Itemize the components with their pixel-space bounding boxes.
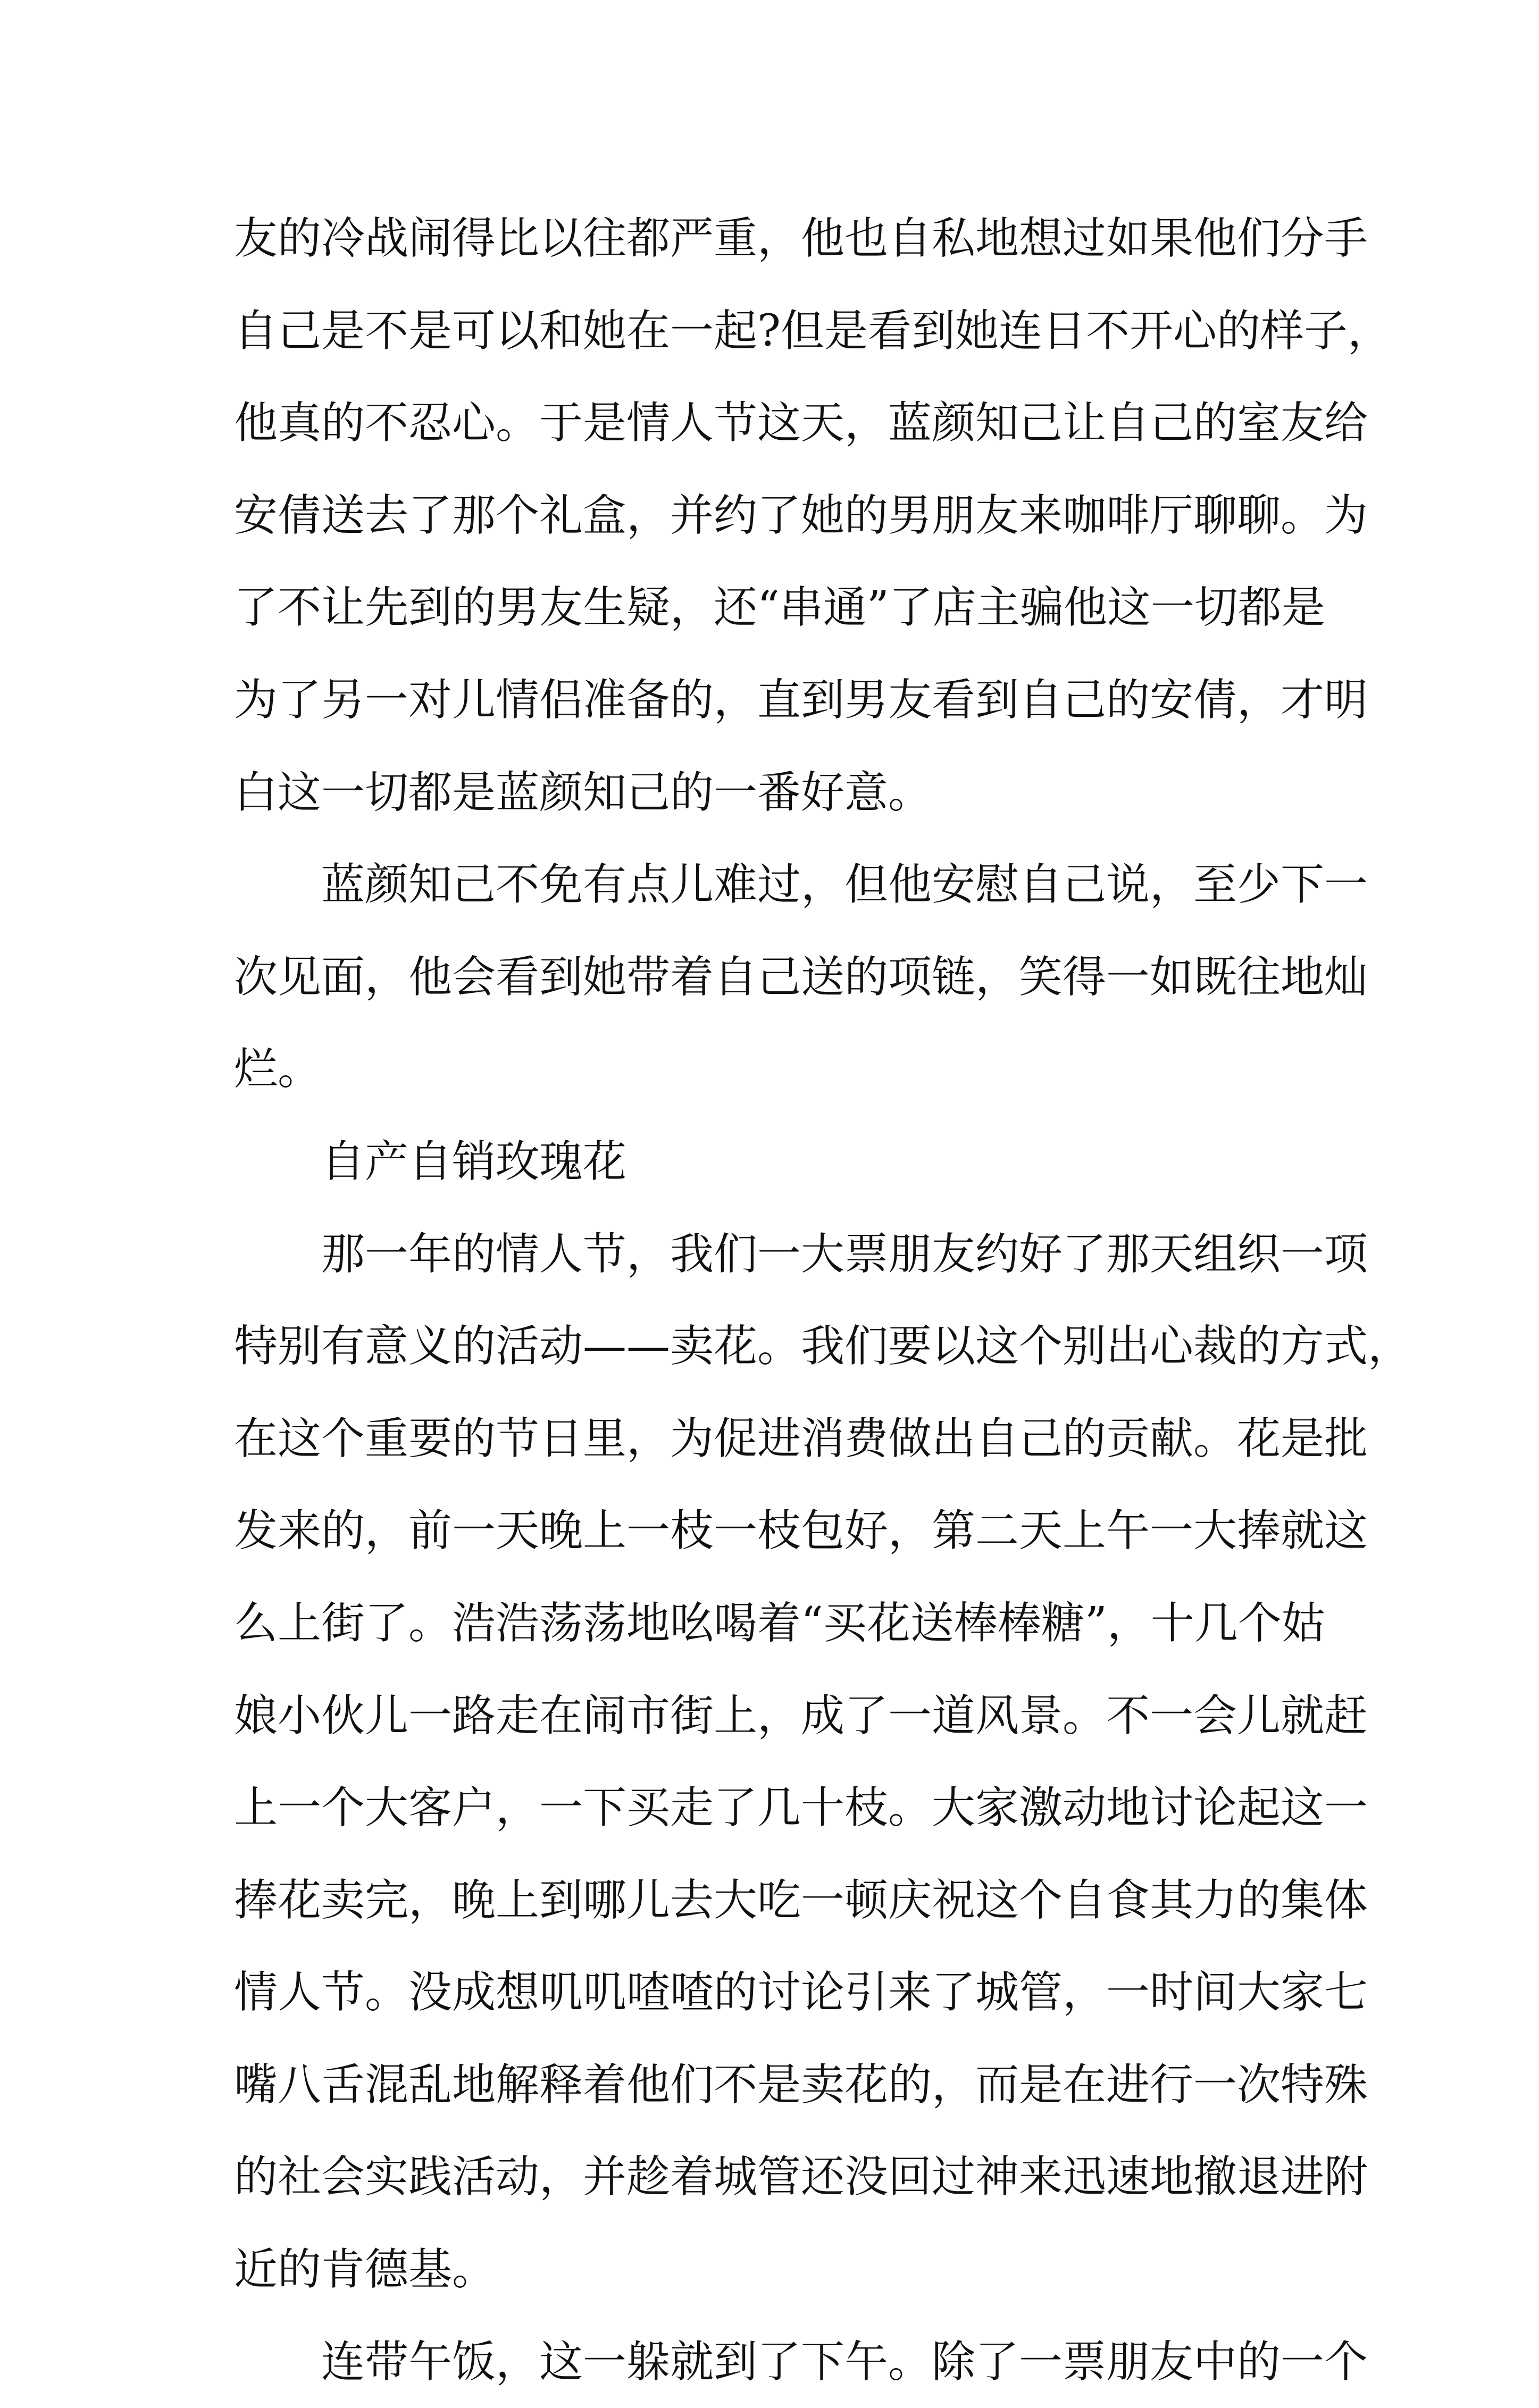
text-line: 娘小伙儿一路走在闹市街上，成了一道风景。不一会儿就赶 — [234, 1690, 1368, 1741]
text-line: 自己是不是可以和她在一起?但是看到她连日不开心的样子， — [234, 305, 1391, 356]
text-line: 他真的不忍心。于是情人节这天，蓝颜知己让自己的室友给 — [234, 398, 1368, 449]
text-line: 特别有意义的活动——卖花。我们要以这个别出心裁的方式， — [234, 1321, 1412, 1372]
text-line: 上一个大客户，一下买走了几十枝。大家激动地讨论起这一 — [234, 1783, 1368, 1834]
text-line: 自产自销玫瑰花 — [321, 1136, 627, 1187]
text-line: 为了另一对儿情侣准备的，直到男友看到自己的安倩，才明 — [234, 674, 1368, 725]
text-line: 捧花卖完，晚上到哪儿去大吃一顿庆祝这个自食其力的集体 — [234, 1875, 1368, 1926]
text-line: 友的冷战闹得比以往都严重，他也自私地想过如果他们分手 — [234, 213, 1368, 264]
text-line: 么上街了。浩浩荡荡地吆喝着“买花送棒棒糖”，十几个姑 — [234, 1598, 1325, 1649]
text-line: 情人节。没成想叽叽喳喳的讨论引来了城管，一时间大家七 — [234, 1967, 1368, 2018]
text-line: 嘴八舌混乱地解释着他们不是卖花的，而是在进行一次特殊 — [234, 2059, 1368, 2110]
text-line: 近的肯德基。 — [234, 2244, 496, 2295]
text-line: 连带午饭，这一躲就到了下午。除了一票朋友中的一个 — [321, 2336, 1368, 2387]
text-line: 那一年的情人节，我们一大票朋友约好了那天组织一项 — [321, 1228, 1368, 1280]
text-line: 在这个重要的节日里，为促进消费做出自己的贡献。花是批 — [234, 1413, 1368, 1464]
text-line: 次见面，他会看到她带着自己送的项链，笑得一如既往地灿 — [234, 951, 1368, 1002]
text-line: 烂。 — [234, 1044, 322, 1095]
text-line: 发来的，前一天晚上一枝一枝包好，第二天上午一大捧就这 — [234, 1506, 1368, 1557]
text-line: 蓝颜知己不免有点儿难过，但他安慰自己说，至少下一 — [321, 859, 1368, 910]
text-line: 了不让先到的男友生疑，还“串通”了店主骗他这一切都是 — [234, 582, 1325, 633]
text-line: 的社会实践活动，并趁着城管还没回过神来迅速地撤退进附 — [234, 2152, 1368, 2203]
text-line: 安倩送去了那个礼盒，并约了她的男朋友来咖啡厅聊聊。为 — [234, 490, 1368, 541]
body-text — [234, 193, 1412, 2408]
text-line: 白这一切都是蓝颜知己的一番好意。 — [234, 767, 932, 818]
